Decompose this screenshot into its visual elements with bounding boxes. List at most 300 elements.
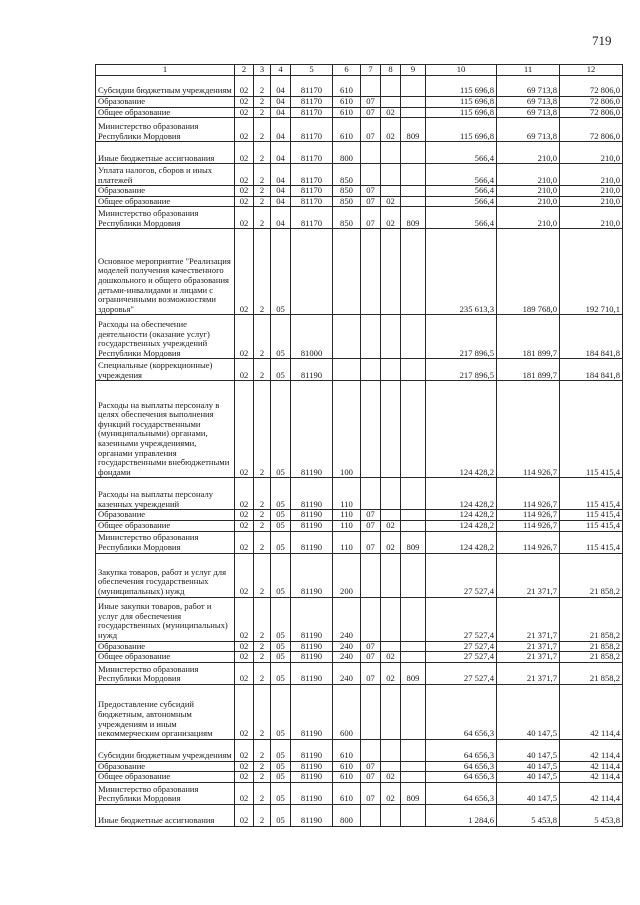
- cell-sum-year3: 115 415,4: [560, 510, 623, 521]
- cell-section: 07: [361, 782, 381, 804]
- cell-direction: 81000: [291, 315, 333, 359]
- cell-expense-type: 610: [333, 772, 361, 783]
- cell-sum-year3: 42 114,4: [560, 739, 623, 761]
- cell-section: 07: [361, 652, 381, 663]
- cell-subsection: [381, 478, 401, 510]
- cell-pp: 2: [254, 520, 271, 531]
- cell-gp: 02: [235, 207, 254, 229]
- cell-subsection: 02: [381, 531, 401, 553]
- cell-pp: 2: [254, 76, 271, 97]
- cell-ministry: 809: [401, 662, 426, 684]
- cell-sum-year1: 1 284,6: [426, 804, 497, 826]
- cell-sum-year2: 69 713,8: [497, 118, 560, 142]
- cell-sum-year1: 115 696,8: [426, 118, 497, 142]
- cell-sum-year1: 27 527,4: [426, 553, 497, 597]
- cell-gp: 02: [235, 597, 254, 641]
- cell-pp: 2: [254, 662, 271, 684]
- cell-sum-year3: 210,0: [560, 142, 623, 164]
- cell-sum-year3: 42 114,4: [560, 782, 623, 804]
- cell-direction: 81190: [291, 597, 333, 641]
- row-name: Общее образование: [96, 772, 235, 783]
- row-name: Министерство образования Республики Мордовия: [96, 531, 235, 553]
- cell-sum-year2: 69 713,8: [497, 76, 560, 97]
- cell-gp: 02: [235, 520, 254, 531]
- cell-sum-year2: 21 371,7: [497, 641, 560, 652]
- cell-pp: 2: [254, 652, 271, 663]
- cell-sum-year3: 210,0: [560, 196, 623, 207]
- cell-ministry: [401, 229, 426, 315]
- cell-gp: 02: [235, 315, 254, 359]
- cell-section: [361, 142, 381, 164]
- cell-subsection: 02: [381, 207, 401, 229]
- cell-sum-year3: 72 806,0: [560, 76, 623, 97]
- cell-ministry: 809: [401, 207, 426, 229]
- table-row: [96, 381, 623, 478]
- cell-gp: 02: [235, 97, 254, 108]
- table-row: [96, 520, 623, 531]
- table-row: [96, 164, 623, 186]
- cell-pp: 2: [254, 142, 271, 164]
- cell-gp: 02: [235, 478, 254, 510]
- cell-sum-year1: 566,4: [426, 164, 497, 186]
- cell-expense-type: 200: [333, 553, 361, 597]
- cell-om: 05: [271, 772, 291, 783]
- cell-sum-year2: 69 713,8: [497, 97, 560, 108]
- cell-subsection: 02: [381, 520, 401, 531]
- cell-direction: [291, 229, 333, 315]
- cell-direction: 81190: [291, 520, 333, 531]
- cell-ministry: 809: [401, 118, 426, 142]
- cell-sum-year1: 115 696,8: [426, 76, 497, 97]
- cell-direction: 81170: [291, 142, 333, 164]
- col-header: 5: [291, 65, 333, 76]
- cell-sum-year2: 21 371,7: [497, 652, 560, 663]
- table-row: [96, 684, 623, 739]
- header-row: [96, 65, 623, 76]
- row-name: Образование: [96, 186, 235, 197]
- cell-direction: 81190: [291, 804, 333, 826]
- cell-section: 07: [361, 186, 381, 197]
- cell-subsection: [381, 164, 401, 186]
- cell-ministry: [401, 196, 426, 207]
- cell-expense-type: 600: [333, 684, 361, 739]
- cell-section: 07: [361, 520, 381, 531]
- cell-sum-year1: 64 656,3: [426, 772, 497, 783]
- cell-sum-year3: 42 114,4: [560, 772, 623, 783]
- cell-pp: 2: [254, 804, 271, 826]
- cell-gp: 02: [235, 118, 254, 142]
- row-name: Общее образование: [96, 107, 235, 118]
- cell-sum-year1: 27 527,4: [426, 652, 497, 663]
- cell-sum-year2: 181 899,7: [497, 359, 560, 381]
- cell-om: 05: [271, 315, 291, 359]
- cell-sum-year3: 115 415,4: [560, 478, 623, 510]
- table-row: [96, 186, 623, 197]
- cell-ministry: [401, 142, 426, 164]
- cell-sum-year1: 124 428,2: [426, 510, 497, 521]
- cell-section: 07: [361, 510, 381, 521]
- table-row: [96, 142, 623, 164]
- col-header: 10: [426, 65, 497, 76]
- table-row: [96, 662, 623, 684]
- cell-subsection: [381, 804, 401, 826]
- cell-sum-year1: 64 656,3: [426, 684, 497, 739]
- cell-om: 04: [271, 107, 291, 118]
- cell-direction: 81190: [291, 641, 333, 652]
- table-row: [96, 739, 623, 761]
- cell-expense-type: 610: [333, 76, 361, 97]
- cell-sum-year3: 192 710,1: [560, 229, 623, 315]
- cell-om: 04: [271, 207, 291, 229]
- row-name: Расходы на обеспечение деятельности (оказание услуг) государственных учреждений Республики Мордовия: [96, 315, 235, 359]
- cell-direction: 81190: [291, 478, 333, 510]
- cell-gp: 02: [235, 652, 254, 663]
- cell-subsection: [381, 142, 401, 164]
- cell-pp: 2: [254, 107, 271, 118]
- cell-gp: 02: [235, 739, 254, 761]
- cell-sum-year3: 115 415,4: [560, 520, 623, 531]
- table-row: [96, 315, 623, 359]
- cell-om: 04: [271, 186, 291, 197]
- cell-section: 07: [361, 207, 381, 229]
- cell-om: 04: [271, 164, 291, 186]
- cell-subsection: [381, 186, 401, 197]
- cell-gp: 02: [235, 804, 254, 826]
- cell-ministry: [401, 315, 426, 359]
- cell-sum-year2: 210,0: [497, 186, 560, 197]
- cell-subsection: [381, 97, 401, 108]
- cell-section: 07: [361, 97, 381, 108]
- cell-sum-year3: 42 114,4: [560, 761, 623, 772]
- row-name: Расходы на выплаты персоналу казенных учреждений: [96, 478, 235, 510]
- cell-ministry: [401, 761, 426, 772]
- cell-sum-year2: 114 926,7: [497, 520, 560, 531]
- cell-expense-type: 850: [333, 164, 361, 186]
- cell-pp: 2: [254, 782, 271, 804]
- table-row: [96, 510, 623, 521]
- table-row: [96, 641, 623, 652]
- cell-ministry: [401, 772, 426, 783]
- row-name: Субсидии бюджетным учреждениям: [96, 76, 235, 97]
- cell-subsection: [381, 510, 401, 521]
- cell-ministry: [401, 76, 426, 97]
- cell-section: 07: [361, 196, 381, 207]
- row-name: Министерство образования Республики Мордовия: [96, 207, 235, 229]
- cell-expense-type: 850: [333, 196, 361, 207]
- cell-sum-year3: 72 806,0: [560, 107, 623, 118]
- cell-section: 07: [361, 772, 381, 783]
- cell-om: 05: [271, 761, 291, 772]
- cell-subsection: [381, 315, 401, 359]
- cell-ministry: 809: [401, 782, 426, 804]
- cell-pp: 2: [254, 478, 271, 510]
- cell-gp: 02: [235, 531, 254, 553]
- row-name: Иные бюджетные ассигнования: [96, 804, 235, 826]
- cell-sum-year3: 42 114,4: [560, 684, 623, 739]
- cell-sum-year3: 72 806,0: [560, 118, 623, 142]
- cell-section: [361, 164, 381, 186]
- cell-subsection: 02: [381, 196, 401, 207]
- cell-expense-type: 610: [333, 739, 361, 761]
- cell-sum-year1: 217 896,5: [426, 315, 497, 359]
- row-name: Образование: [96, 510, 235, 521]
- cell-pp: 2: [254, 381, 271, 478]
- cell-pp: 2: [254, 315, 271, 359]
- cell-sum-year2: 21 371,7: [497, 662, 560, 684]
- cell-direction: 81170: [291, 186, 333, 197]
- cell-ministry: [401, 186, 426, 197]
- cell-sum-year1: 115 696,8: [426, 97, 497, 108]
- cell-expense-type: 800: [333, 142, 361, 164]
- cell-subsection: 02: [381, 118, 401, 142]
- cell-expense-type: 240: [333, 597, 361, 641]
- cell-ministry: [401, 97, 426, 108]
- cell-pp: 2: [254, 531, 271, 553]
- cell-sum-year2: 181 899,7: [497, 315, 560, 359]
- cell-om: 05: [271, 531, 291, 553]
- cell-sum-year3: 5 453,8: [560, 804, 623, 826]
- cell-subsection: [381, 641, 401, 652]
- cell-om: 04: [271, 196, 291, 207]
- cell-pp: 2: [254, 553, 271, 597]
- col-header: 1: [96, 65, 235, 76]
- cell-direction: 81190: [291, 510, 333, 521]
- cell-sum-year2: 114 926,7: [497, 381, 560, 478]
- cell-expense-type: 240: [333, 662, 361, 684]
- cell-section: [361, 76, 381, 97]
- cell-sum-year1: 27 527,4: [426, 662, 497, 684]
- col-header: 6: [333, 65, 361, 76]
- cell-sum-year3: 21 858,2: [560, 652, 623, 663]
- cell-direction: 81170: [291, 118, 333, 142]
- table-row: [96, 804, 623, 826]
- table-row: [96, 229, 623, 315]
- cell-pp: 2: [254, 761, 271, 772]
- cell-pp: 2: [254, 97, 271, 108]
- cell-gp: 02: [235, 107, 254, 118]
- table-row: [96, 761, 623, 772]
- cell-section: [361, 739, 381, 761]
- cell-om: 05: [271, 359, 291, 381]
- row-name: Основное мероприятие "Реализация моделей получения качественного дошкольного и общего образования детьми-инвалидами и лицами с ограниченными возможностями здоровья": [96, 229, 235, 315]
- cell-section: 07: [361, 118, 381, 142]
- cell-pp: 2: [254, 772, 271, 783]
- row-name: Расходы на выплаты персоналу в целях обеспечения выполнения функций государственными (муниципальными) органами, казенными учреждениями, органами управления государственными внебюджетными фондами: [96, 381, 235, 478]
- row-name: Образование: [96, 641, 235, 652]
- cell-sum-year2: 21 371,7: [497, 597, 560, 641]
- cell-section: 07: [361, 761, 381, 772]
- cell-expense-type: 610: [333, 782, 361, 804]
- cell-section: [361, 381, 381, 478]
- cell-expense-type: 610: [333, 118, 361, 142]
- cell-sum-year3: 184 841,8: [560, 315, 623, 359]
- cell-section: [361, 553, 381, 597]
- row-name: Образование: [96, 97, 235, 108]
- cell-gp: 02: [235, 229, 254, 315]
- cell-expense-type: 610: [333, 761, 361, 772]
- cell-gp: 02: [235, 641, 254, 652]
- cell-gp: 02: [235, 142, 254, 164]
- cell-ministry: [401, 684, 426, 739]
- cell-sum-year1: 235 613,3: [426, 229, 497, 315]
- cell-subsection: 02: [381, 107, 401, 118]
- cell-gp: 02: [235, 772, 254, 783]
- cell-sum-year2: 5 453,8: [497, 804, 560, 826]
- cell-sum-year3: 210,0: [560, 186, 623, 197]
- cell-section: [361, 359, 381, 381]
- row-name: Образование: [96, 761, 235, 772]
- cell-sum-year2: 69 713,8: [497, 107, 560, 118]
- col-header: 3: [254, 65, 271, 76]
- cell-expense-type: 110: [333, 520, 361, 531]
- cell-sum-year3: 210,0: [560, 164, 623, 186]
- cell-pp: 2: [254, 164, 271, 186]
- cell-sum-year2: 210,0: [497, 207, 560, 229]
- cell-expense-type: [333, 315, 361, 359]
- cell-ministry: [401, 553, 426, 597]
- cell-direction: 81170: [291, 76, 333, 97]
- row-name: Иные бюджетные ассигнования: [96, 142, 235, 164]
- cell-subsection: 02: [381, 652, 401, 663]
- cell-om: 05: [271, 597, 291, 641]
- cell-direction: 81190: [291, 553, 333, 597]
- cell-expense-type: 100: [333, 381, 361, 478]
- row-name: Министерство образования Республики Мордовия: [96, 662, 235, 684]
- cell-direction: 81190: [291, 761, 333, 772]
- row-name: Уплата налогов, сборов и иных платежей: [96, 164, 235, 186]
- cell-sum-year3: 210,0: [560, 207, 623, 229]
- cell-sum-year1: 64 656,3: [426, 761, 497, 772]
- cell-section: 07: [361, 107, 381, 118]
- cell-sum-year2: 40 147,5: [497, 761, 560, 772]
- cell-om: 05: [271, 553, 291, 597]
- cell-subsection: [381, 761, 401, 772]
- cell-sum-year2: 210,0: [497, 164, 560, 186]
- cell-subsection: 02: [381, 662, 401, 684]
- cell-ministry: [401, 652, 426, 663]
- cell-expense-type: 110: [333, 510, 361, 521]
- cell-sum-year1: 27 527,4: [426, 641, 497, 652]
- cell-subsection: [381, 553, 401, 597]
- cell-expense-type: 610: [333, 97, 361, 108]
- cell-om: 05: [271, 510, 291, 521]
- cell-om: 05: [271, 652, 291, 663]
- row-name: Министерство образования Республики Мордовия: [96, 118, 235, 142]
- cell-subsection: [381, 739, 401, 761]
- cell-om: 05: [271, 381, 291, 478]
- cell-gp: 02: [235, 761, 254, 772]
- cell-sum-year3: 21 858,2: [560, 597, 623, 641]
- cell-subsection: [381, 684, 401, 739]
- page-number: 719: [592, 33, 612, 48]
- cell-subsection: 02: [381, 782, 401, 804]
- cell-ministry: [401, 381, 426, 478]
- cell-subsection: [381, 597, 401, 641]
- cell-sum-year3: 21 858,2: [560, 662, 623, 684]
- row-name: Иные закупки товаров, работ и услуг для обеспечения государственных (муниципальных) нужд: [96, 597, 235, 641]
- table-row: [96, 359, 623, 381]
- cell-direction: 81170: [291, 196, 333, 207]
- cell-sum-year2: 114 926,7: [497, 478, 560, 510]
- cell-pp: 2: [254, 359, 271, 381]
- budget-table: [95, 64, 623, 827]
- cell-gp: 02: [235, 510, 254, 521]
- cell-gp: 02: [235, 186, 254, 197]
- cell-sum-year2: 210,0: [497, 196, 560, 207]
- row-name: Субсидии бюджетным учреждениям: [96, 739, 235, 761]
- cell-sum-year2: 114 926,7: [497, 510, 560, 521]
- cell-pp: 2: [254, 739, 271, 761]
- cell-expense-type: [333, 229, 361, 315]
- cell-sum-year3: 21 858,2: [560, 553, 623, 597]
- cell-om: 05: [271, 782, 291, 804]
- cell-gp: 02: [235, 684, 254, 739]
- cell-subsection: [381, 381, 401, 478]
- table-row: [96, 772, 623, 783]
- cell-direction: 81190: [291, 684, 333, 739]
- cell-om: 04: [271, 142, 291, 164]
- cell-ministry: [401, 641, 426, 652]
- cell-sum-year1: 217 896,5: [426, 359, 497, 381]
- cell-direction: 81190: [291, 662, 333, 684]
- cell-sum-year2: 40 147,5: [497, 782, 560, 804]
- cell-sum-year1: 566,4: [426, 207, 497, 229]
- cell-pp: 2: [254, 118, 271, 142]
- table-row: [96, 782, 623, 804]
- cell-om: 04: [271, 97, 291, 108]
- cell-expense-type: 110: [333, 478, 361, 510]
- cell-expense-type: 850: [333, 186, 361, 197]
- cell-ministry: [401, 520, 426, 531]
- col-header: 11: [497, 65, 560, 76]
- cell-gp: 02: [235, 196, 254, 207]
- cell-pp: 2: [254, 196, 271, 207]
- cell-om: 05: [271, 478, 291, 510]
- cell-expense-type: [333, 359, 361, 381]
- cell-sum-year3: 184 841,8: [560, 359, 623, 381]
- table-row: [96, 478, 623, 510]
- table-row: [96, 553, 623, 597]
- cell-direction: 81190: [291, 359, 333, 381]
- cell-sum-year2: 40 147,5: [497, 739, 560, 761]
- cell-section: 07: [361, 641, 381, 652]
- cell-gp: 02: [235, 381, 254, 478]
- cell-ministry: 809: [401, 531, 426, 553]
- cell-gp: 02: [235, 553, 254, 597]
- cell-section: 07: [361, 531, 381, 553]
- cell-sum-year2: 210,0: [497, 142, 560, 164]
- row-name: Общее образование: [96, 196, 235, 207]
- row-name: Общее образование: [96, 520, 235, 531]
- cell-ministry: [401, 164, 426, 186]
- table-row: [96, 196, 623, 207]
- cell-gp: 02: [235, 662, 254, 684]
- cell-gp: 02: [235, 76, 254, 97]
- cell-direction: 81170: [291, 207, 333, 229]
- row-name: Общее образование: [96, 652, 235, 663]
- cell-ministry: [401, 804, 426, 826]
- cell-sum-year1: 64 656,3: [426, 739, 497, 761]
- cell-pp: 2: [254, 641, 271, 652]
- cell-sum-year2: 40 147,5: [497, 684, 560, 739]
- row-name: Министерство образования Республики Мордовия: [96, 782, 235, 804]
- cell-sum-year3: 115 415,4: [560, 531, 623, 553]
- cell-direction: 81190: [291, 782, 333, 804]
- col-header: 2: [235, 65, 254, 76]
- cell-pp: 2: [254, 186, 271, 197]
- col-header: 4: [271, 65, 291, 76]
- table-row: [96, 118, 623, 142]
